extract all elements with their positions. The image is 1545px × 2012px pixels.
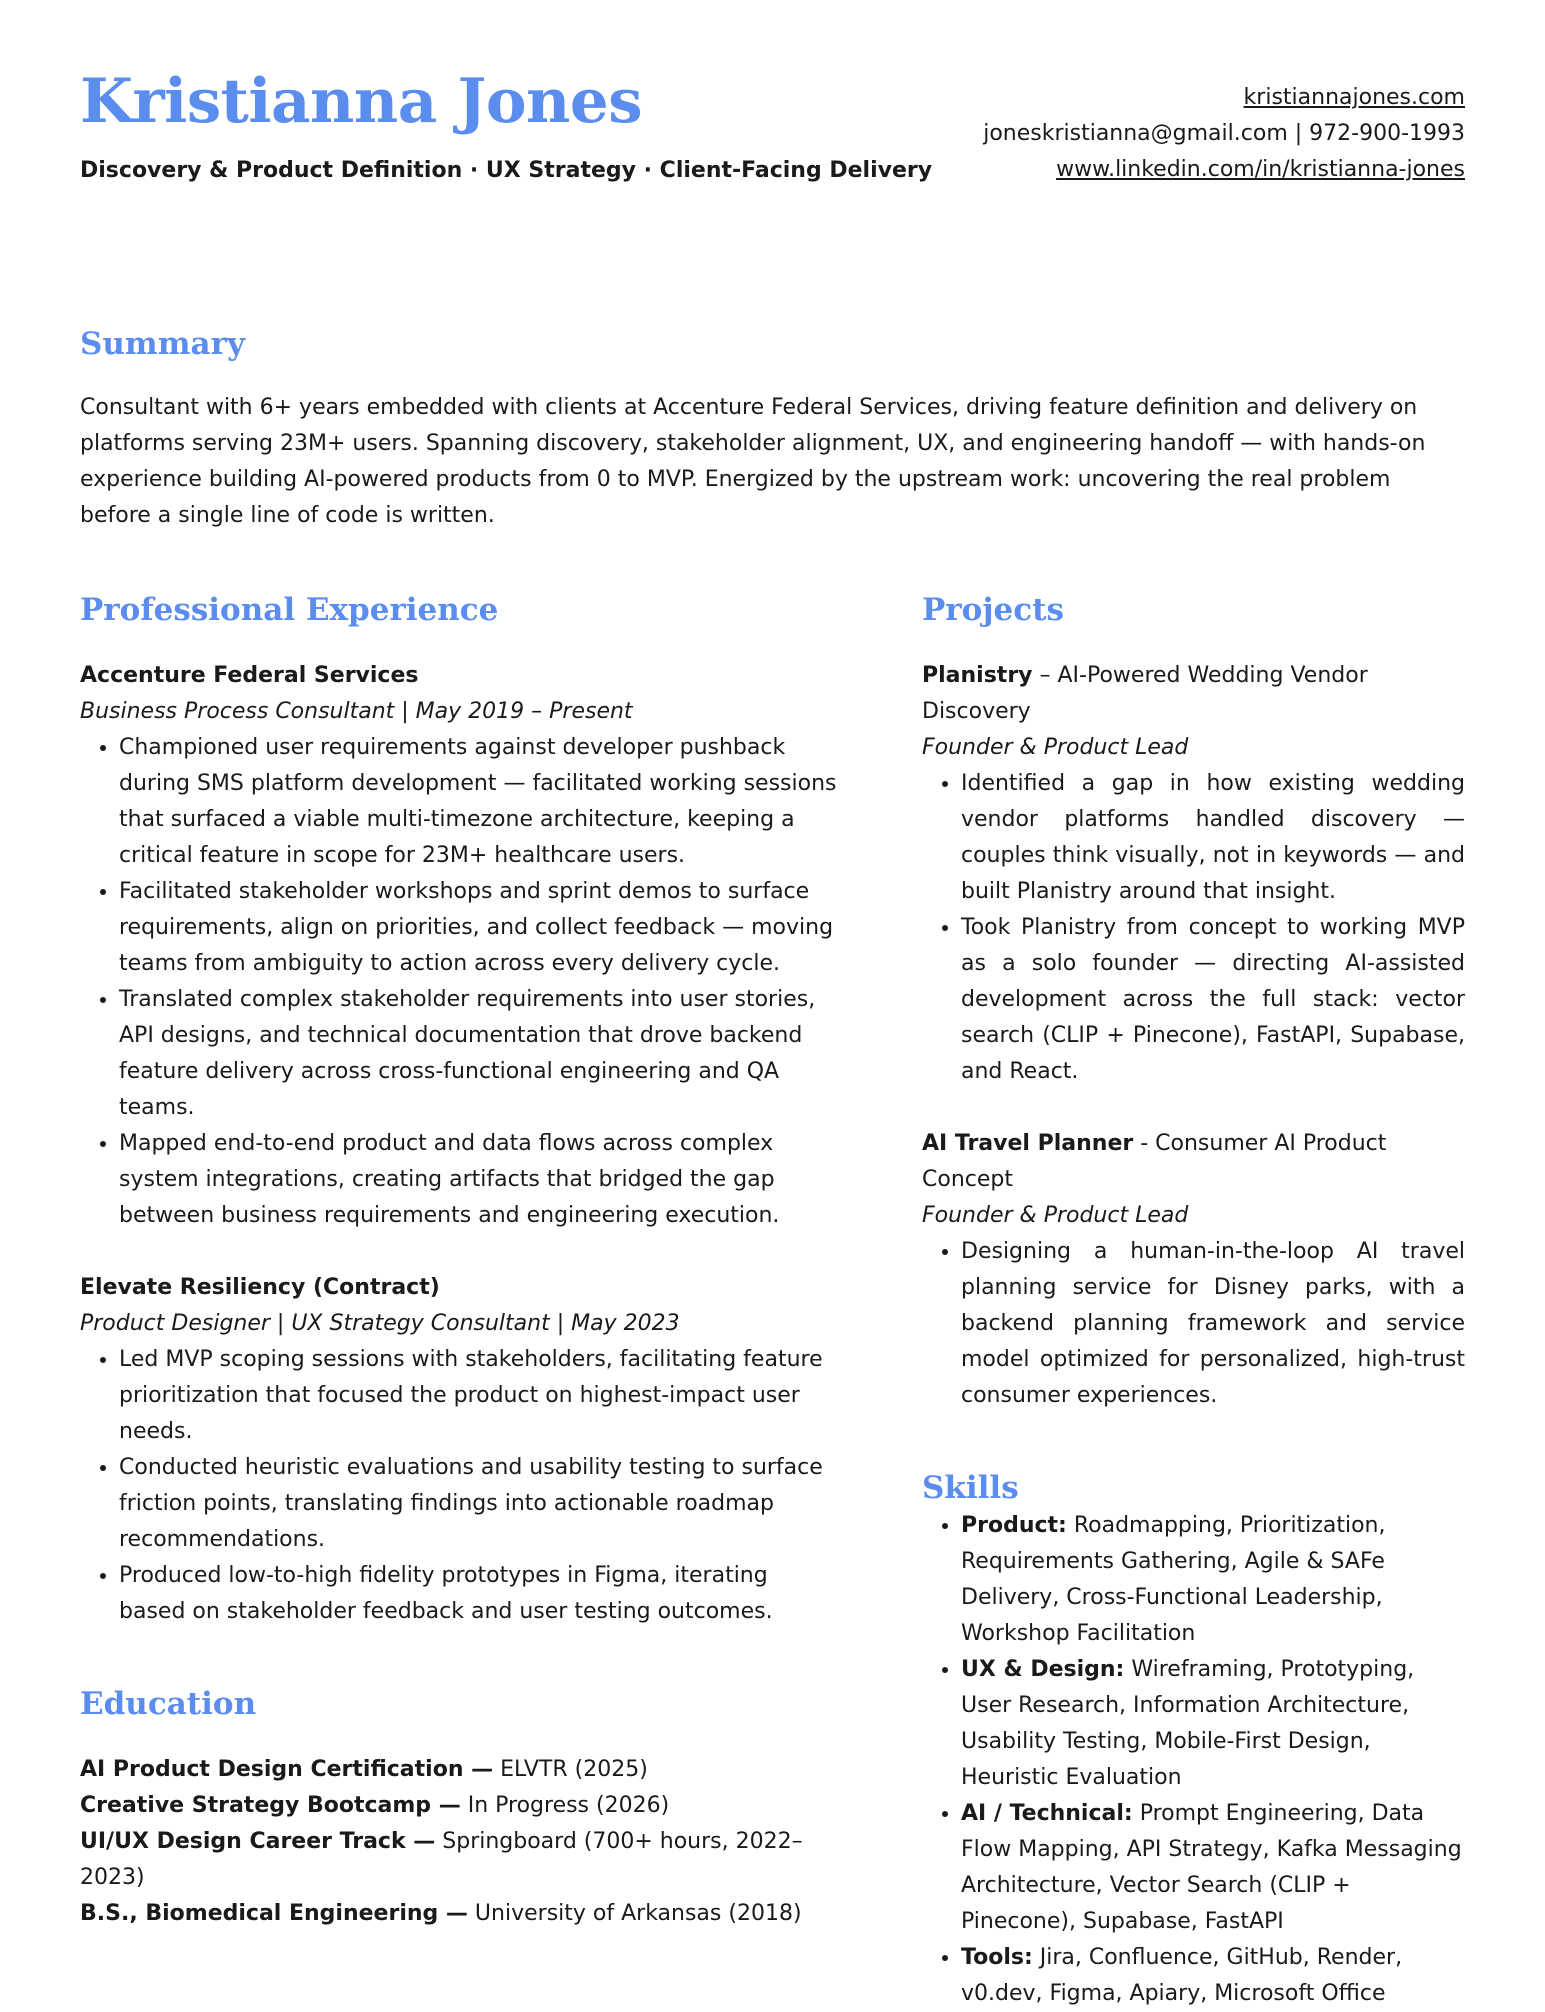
job-bullet: • Championed user requirements against developer pushback during SMS platform development — facilitated working sessions that surfaced a viable multi-timezone architecture, keeping a critical feature in scope for 23M+ healthcare users. (119, 730, 840, 874)
skill-category: Product: (961, 1513, 1067, 1538)
education-item (80, 1824, 840, 1896)
job-role: Business Process Consultant | May 2019 – Present (80, 699, 633, 724)
experience-title: Professional Experience (80, 592, 499, 628)
candidate-name: Kristianna Jones (80, 66, 643, 137)
project-entry (922, 1126, 1465, 1414)
education-degree: UI/UX Design Career Track — (80, 1829, 436, 1854)
right-column (922, 590, 1465, 2012)
education-detail: In Progress (2026) (460, 1793, 670, 1818)
job-bullet: • Translated complex stakeholder requirements into user stories, API designs, and technical documentation that drove backend feature delivery across cross-functional engineering and QA teams. (119, 982, 840, 1126)
skill-item (961, 1796, 1465, 1940)
education-degree: B.S., Biomedical Engineering — (80, 1901, 468, 1926)
job-bullets (80, 1342, 840, 1630)
projects-title: Projects (922, 592, 1064, 628)
skills-list (922, 1508, 1465, 2012)
summary-title: Summary (80, 326, 245, 362)
education-item (80, 1788, 840, 1824)
job-entry (80, 1270, 840, 1630)
skill-category: UX & Design: (961, 1657, 1125, 1682)
education-list (80, 1752, 840, 1932)
project-bullets (922, 1234, 1465, 1414)
project-name: Planistry (922, 663, 1033, 688)
candidate-tagline: Discovery & Product Definition · UX Strategy · Client-Facing Delivery (80, 158, 933, 183)
education-degree: Creative Strategy Bootcamp — (80, 1793, 461, 1818)
skill-item (961, 1940, 1465, 2012)
skill-values: Roadmapping, Prioritization, Requirements Gathering, Agile & SAFe Delivery, Cross-Functional Leadership, Workshop Facilitation (961, 1513, 1386, 1646)
project-bullet: • Took Planistry from concept to working MVP as a solo founder — directing AI-assisted development across the full stack: vector search (CLIP + Pinecone), FastAPI, Supabase, and React. (961, 910, 1465, 1090)
job-bullet: • Facilitated stakeholder workshops and sprint demos to surface requirements, align on priorities, and collect feedback — moving teams from ambiguity to action across every delivery cycle. (119, 874, 840, 982)
education-detail: University of Arkansas (2018) (467, 1901, 802, 1926)
skill-values: Jira, Confluence, GitHub, Render, v0.dev, Figma, Apiary, Microsoft Office (961, 1945, 1403, 2006)
summary-section (80, 324, 1465, 534)
project-bullet: • Designing a human-in-the-loop AI travel planning service for Disney parks, with a backend planning framework and service model optimized for personalized, high-trust consumer experiences. (961, 1234, 1465, 1414)
education-section (80, 1684, 840, 1932)
skill-values: Prompt Engineering, Data Flow Mapping, API Strategy, Kafka Messaging Architecture, Vector Search (CLIP + Pinecone), Supabase, FastAPI (961, 1801, 1462, 1934)
job-bullet: • Conducted heuristic evaluations and usability testing to surface friction points, translating findings into actionable roadmap recommendations. (119, 1450, 840, 1558)
project-role: Founder & Product Lead (922, 1203, 1189, 1228)
skill-item (961, 1508, 1465, 1652)
skills-section (922, 1468, 1465, 2012)
two-column-body (80, 590, 1465, 2012)
job-bullet: • Led MVP scoping sessions with stakeholders, facilitating feature prioritization that focused the product on highest-impact user needs. (119, 1342, 840, 1450)
education-detail: Springboard (700+ hours, 2022–2023) (80, 1829, 803, 1890)
summary-text: Consultant with 6+ years embedded with clients at Accenture Federal Services, driving feature definition and delivery on platforms serving 23M+ users. Spanning discovery, stakeholder alignment, UX, and engineering handoff — with hands-on experience building AI-powered products from 0 to MVP. Energized by the upstream work: uncovering the real problem before a single line of code is written. (80, 395, 1426, 528)
project-name: AI Travel Planner (922, 1131, 1134, 1156)
skill-category: Tools: (961, 1945, 1033, 1970)
project-desc: – AI-Powered Wedding Vendor Discovery (922, 663, 1368, 724)
contact-info (983, 80, 1465, 188)
project-bullet: • Identified a gap in how existing wedding vendor platforms handled discovery — couples think visually, not in keywords — and built Planistry around that insight. (961, 766, 1465, 910)
linkedin-link[interactable]: www.linkedin.com/in/kristianna-jones (1056, 157, 1465, 182)
education-item (80, 1896, 840, 1932)
left-column (80, 590, 840, 2012)
project-bullets (922, 766, 1465, 1090)
job-bullet: • Mapped end-to-end product and data flows across complex system integrations, creating artifacts that bridged the gap between business requirements and engineering execution. (119, 1126, 840, 1234)
skill-item (961, 1652, 1465, 1796)
skill-values: Wireframing, Prototyping, User Research, Information Architecture, Usability Testing, Mobile-First Design, Heuristic Evaluation (961, 1657, 1415, 1790)
skill-category: AI / Technical: (961, 1801, 1133, 1826)
job-entry (80, 658, 840, 1234)
website-link[interactable]: kristiannajones.com (1243, 85, 1465, 110)
education-item (80, 1752, 840, 1788)
education-degree: AI Product Design Certification — (80, 1757, 494, 1782)
project-entry (922, 658, 1465, 1090)
job-org: Accenture Federal Services (80, 663, 419, 688)
education-title: Education (80, 1686, 257, 1722)
job-bullets (80, 730, 840, 1234)
job-org: Elevate Resiliency (Contract) (80, 1275, 440, 1300)
email-phone: joneskristianna@gmail.com | 972-900-1993 (983, 121, 1465, 146)
education-detail: ELVTR (2025) (493, 1757, 648, 1782)
project-role: Founder & Product Lead (922, 735, 1189, 760)
resume-header (80, 62, 1465, 202)
job-role: Product Designer | UX Strategy Consultant | May 2023 (80, 1311, 680, 1336)
project-desc: - Consumer AI Product Concept (922, 1131, 1387, 1192)
job-bullet: • Produced low-to-high fidelity prototypes in Figma, iterating based on stakeholder feedback and user testing outcomes. (119, 1558, 840, 1630)
skills-title: Skills (922, 1470, 1019, 1506)
